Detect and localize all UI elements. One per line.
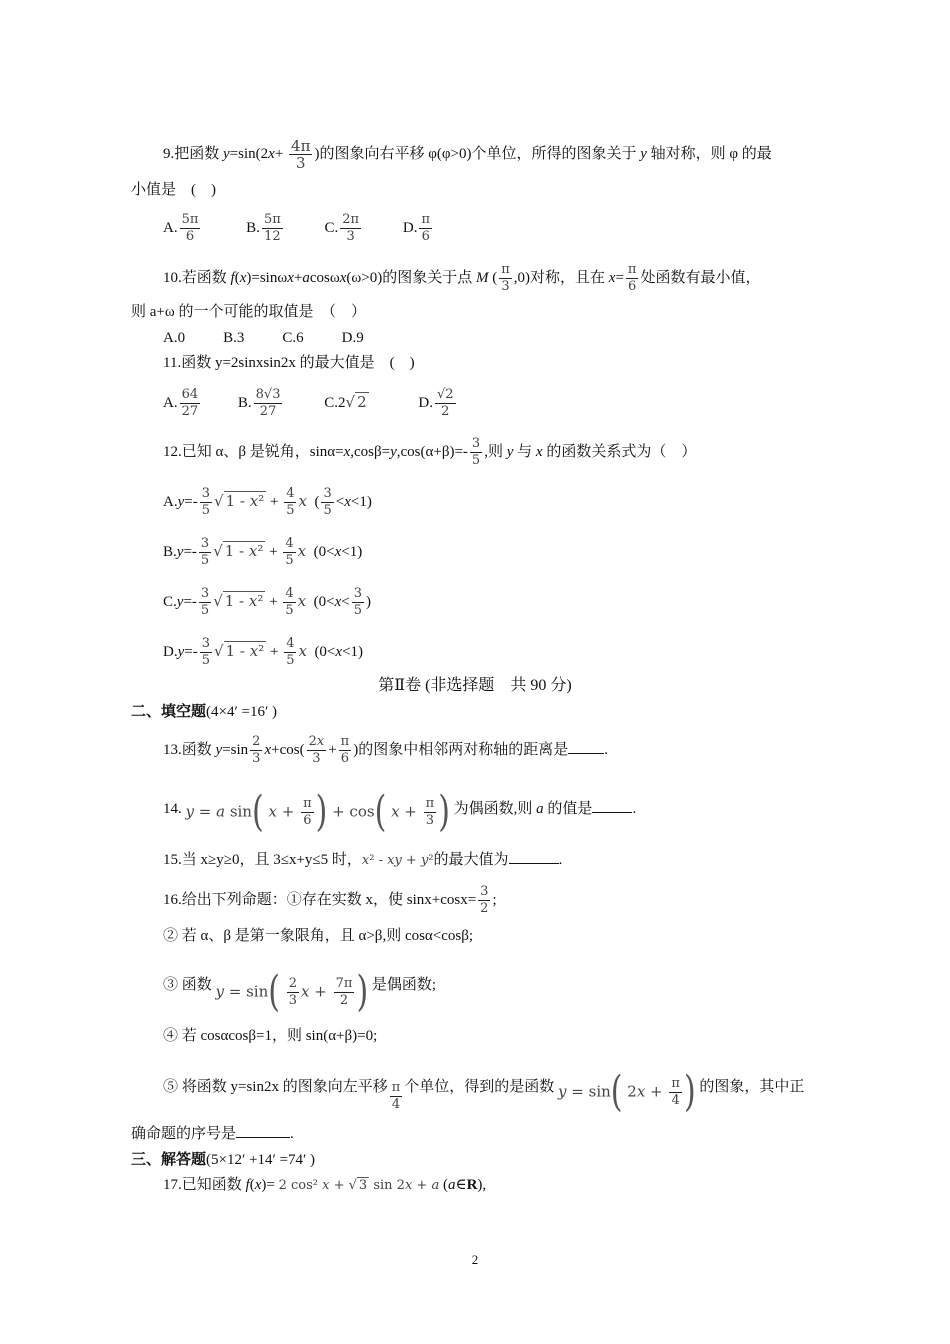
q12-option-a: A.y=- $\frac{3}{5}$ √ 1 - x² + $\frac{4}{5}$ x ( $\frac{3}{5}$ <x<1) xyxy=(163,486,372,518)
q9-line2: 小值是 ( ) xyxy=(131,182,216,198)
q17: 17.已知函数 f(x)= 2 cos² x + √ 3 sin 2x + a (a∈R), xyxy=(163,1177,487,1193)
q11-options: A. $\frac{64}{27}$ B. $\frac{8√3}{27}$ C.2√ 2 D. $\frac{√2}{2}$ xyxy=(163,387,454,419)
fraction: $\frac{4\pi}{3}$ xyxy=(291,137,311,172)
q12-stem: 12.已知 α、β 是锐角，sinα=x,cosβ=y,cos(α+β)=- $\frac{3}{5}$ ,则 y 与 x 的函数关系式为（ ） xyxy=(163,436,697,468)
q12-option-b: B.y=- $\frac{3}{5}$ √ 1 - x² + $\frac{4}{5}$ x (0<x<1) xyxy=(163,536,363,568)
q16-intro: 16.给出下列命题：①存在实数 x，使 sinx+cosx= $\frac{3}{2}$ ; xyxy=(163,884,497,916)
q16-prop5: ⑤ 将函数 y=sin2x 的图象向左平移 $\frac{\pi}{4}$ 个单位，得到的是函数 y = sin( 2x + $\frac{\pi}{4}$ ) 的图象，其中正 xyxy=(163,1067,805,1117)
q11-stem: 11.函数 y=2sinxsin2x 的最大值是 ( ) xyxy=(163,355,415,371)
page-number: 2 xyxy=(471,1252,479,1267)
part2-title: 第Ⅱ卷 (非选择题 共 90 分) xyxy=(378,677,572,694)
q16-prop2: ② 若 α、β 是第一象限角，且 α>β,则 cosα<cosβ; xyxy=(163,928,474,944)
section2-heading: 二、填空题(4×4′ =16′ ) xyxy=(131,704,277,720)
q15: 15.当 x≥y≥0，且 3≤x+y≤5 时，x² - xy + y²的最大值为 . xyxy=(163,852,563,868)
q10-line1: 10.若函数 f(x)=sinωx+acosωx(ω>0)的图象关于点 M ( $\frac{\pi}{3}$ ,0)对称，且在 x= $\frac{\pi}{6}$ 处函数有最小值， xyxy=(163,262,761,294)
q14: 14. y = a sin( x + $\frac{\pi}{6}$ ) + cos( x + $\frac{\pi}{3}$ ) 为偶函数,则 a 的值是 . xyxy=(163,787,637,837)
q16-prop3: ③ 函数 y = sin( $\frac{2}{3}$ x + $\frac{7\pi}{2}$ ) 是偶函数; xyxy=(163,967,437,1017)
q12-option-c: C.y=- $\frac{3}{5}$ √ 1 - x² + $\frac{4}{5}$ x (0<x< $\frac{3}{5}$ ) xyxy=(163,586,371,618)
q12-option-d: D.y=- $\frac{3}{5}$ √ 1 - x² + $\frac{4}{5}$ x (0<x<1) xyxy=(163,636,364,668)
q13: 13.函数 y=sin $\frac{2}{3}$ x+cos( $\frac{2x}{3}$ + $\frac{\pi}{6}$ )的图象中相邻两对称轴的距离是 . xyxy=(163,734,608,766)
section3-heading: 三、解答题(5×12′ +14′ =74′ ) xyxy=(131,1152,315,1168)
q16-prop4: ④ 若 cosαcosβ=1，则 sin(α+β)=0; xyxy=(163,1028,378,1044)
q16-answer-line: 确命题的序号是 . xyxy=(131,1126,294,1142)
q9-options: A. $\frac{5\pi}{6}$ B. $\frac{5\pi}{12}$ C. $\frac{2\pi}{3}$ D. $\frac{\pi}{6}$ xyxy=(163,212,430,244)
q10-options: A.0 B.3 C.6 D.9 xyxy=(163,330,364,346)
q10-line2: 则 a+ω 的一个可能的取值是 （ ） xyxy=(131,304,366,320)
q9-line1: 9.把函数 y=sin(2x+ $\frac{4\pi}{3}$ )的图象向右平移 φ(φ>0)个单位，所得的图象关于 y 轴对称，则 φ 的最 xyxy=(163,137,772,172)
